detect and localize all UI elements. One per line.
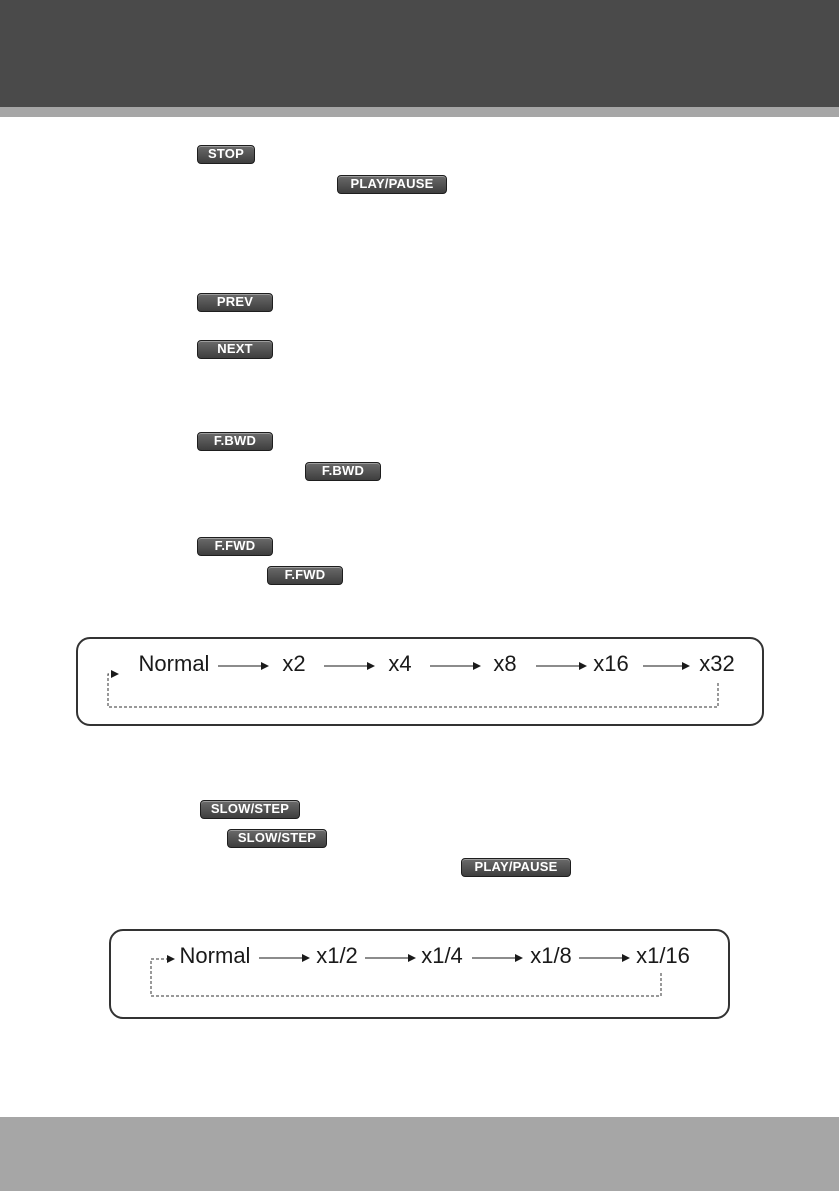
speed-label: x1/8 (530, 943, 572, 968)
prev-button[interactable]: PREV (197, 293, 273, 312)
next-button[interactable]: NEXT (197, 340, 273, 359)
speed-label: x1/4 (421, 943, 463, 968)
ffwd-button[interactable]: F.FWD (197, 537, 273, 556)
speed-label: Normal (179, 943, 251, 968)
fast-forward-sequence-diagram (76, 637, 764, 726)
slow-motion-sequence-diagram (109, 929, 730, 1019)
page-header-band (0, 0, 839, 107)
slow-step-button[interactable]: SLOW/STEP (200, 800, 300, 819)
speed-label: x8 (493, 651, 517, 676)
play-pause-button[interactable]: PLAY/PAUSE (461, 858, 571, 877)
speed-label: x2 (282, 651, 306, 676)
fbwd-button[interactable]: F.BWD (197, 432, 273, 451)
header-rule (0, 107, 839, 117)
speed-label: Normal (138, 651, 210, 676)
speed-label: x1/16 (636, 943, 690, 968)
slow-step-button[interactable]: SLOW/STEP (227, 829, 327, 848)
ffwd-button[interactable]: F.FWD (267, 566, 343, 585)
fbwd-button[interactable]: F.BWD (305, 462, 381, 481)
loop-back-arrow (108, 674, 718, 707)
speed-label: x1/2 (316, 943, 358, 968)
speed-label: x4 (388, 651, 412, 676)
page-footer-band (0, 1117, 839, 1191)
play-pause-button[interactable]: PLAY/PAUSE (337, 175, 447, 194)
speed-label: x32 (699, 651, 735, 676)
stop-button[interactable]: STOP (197, 145, 255, 164)
speed-label: x16 (593, 651, 629, 676)
